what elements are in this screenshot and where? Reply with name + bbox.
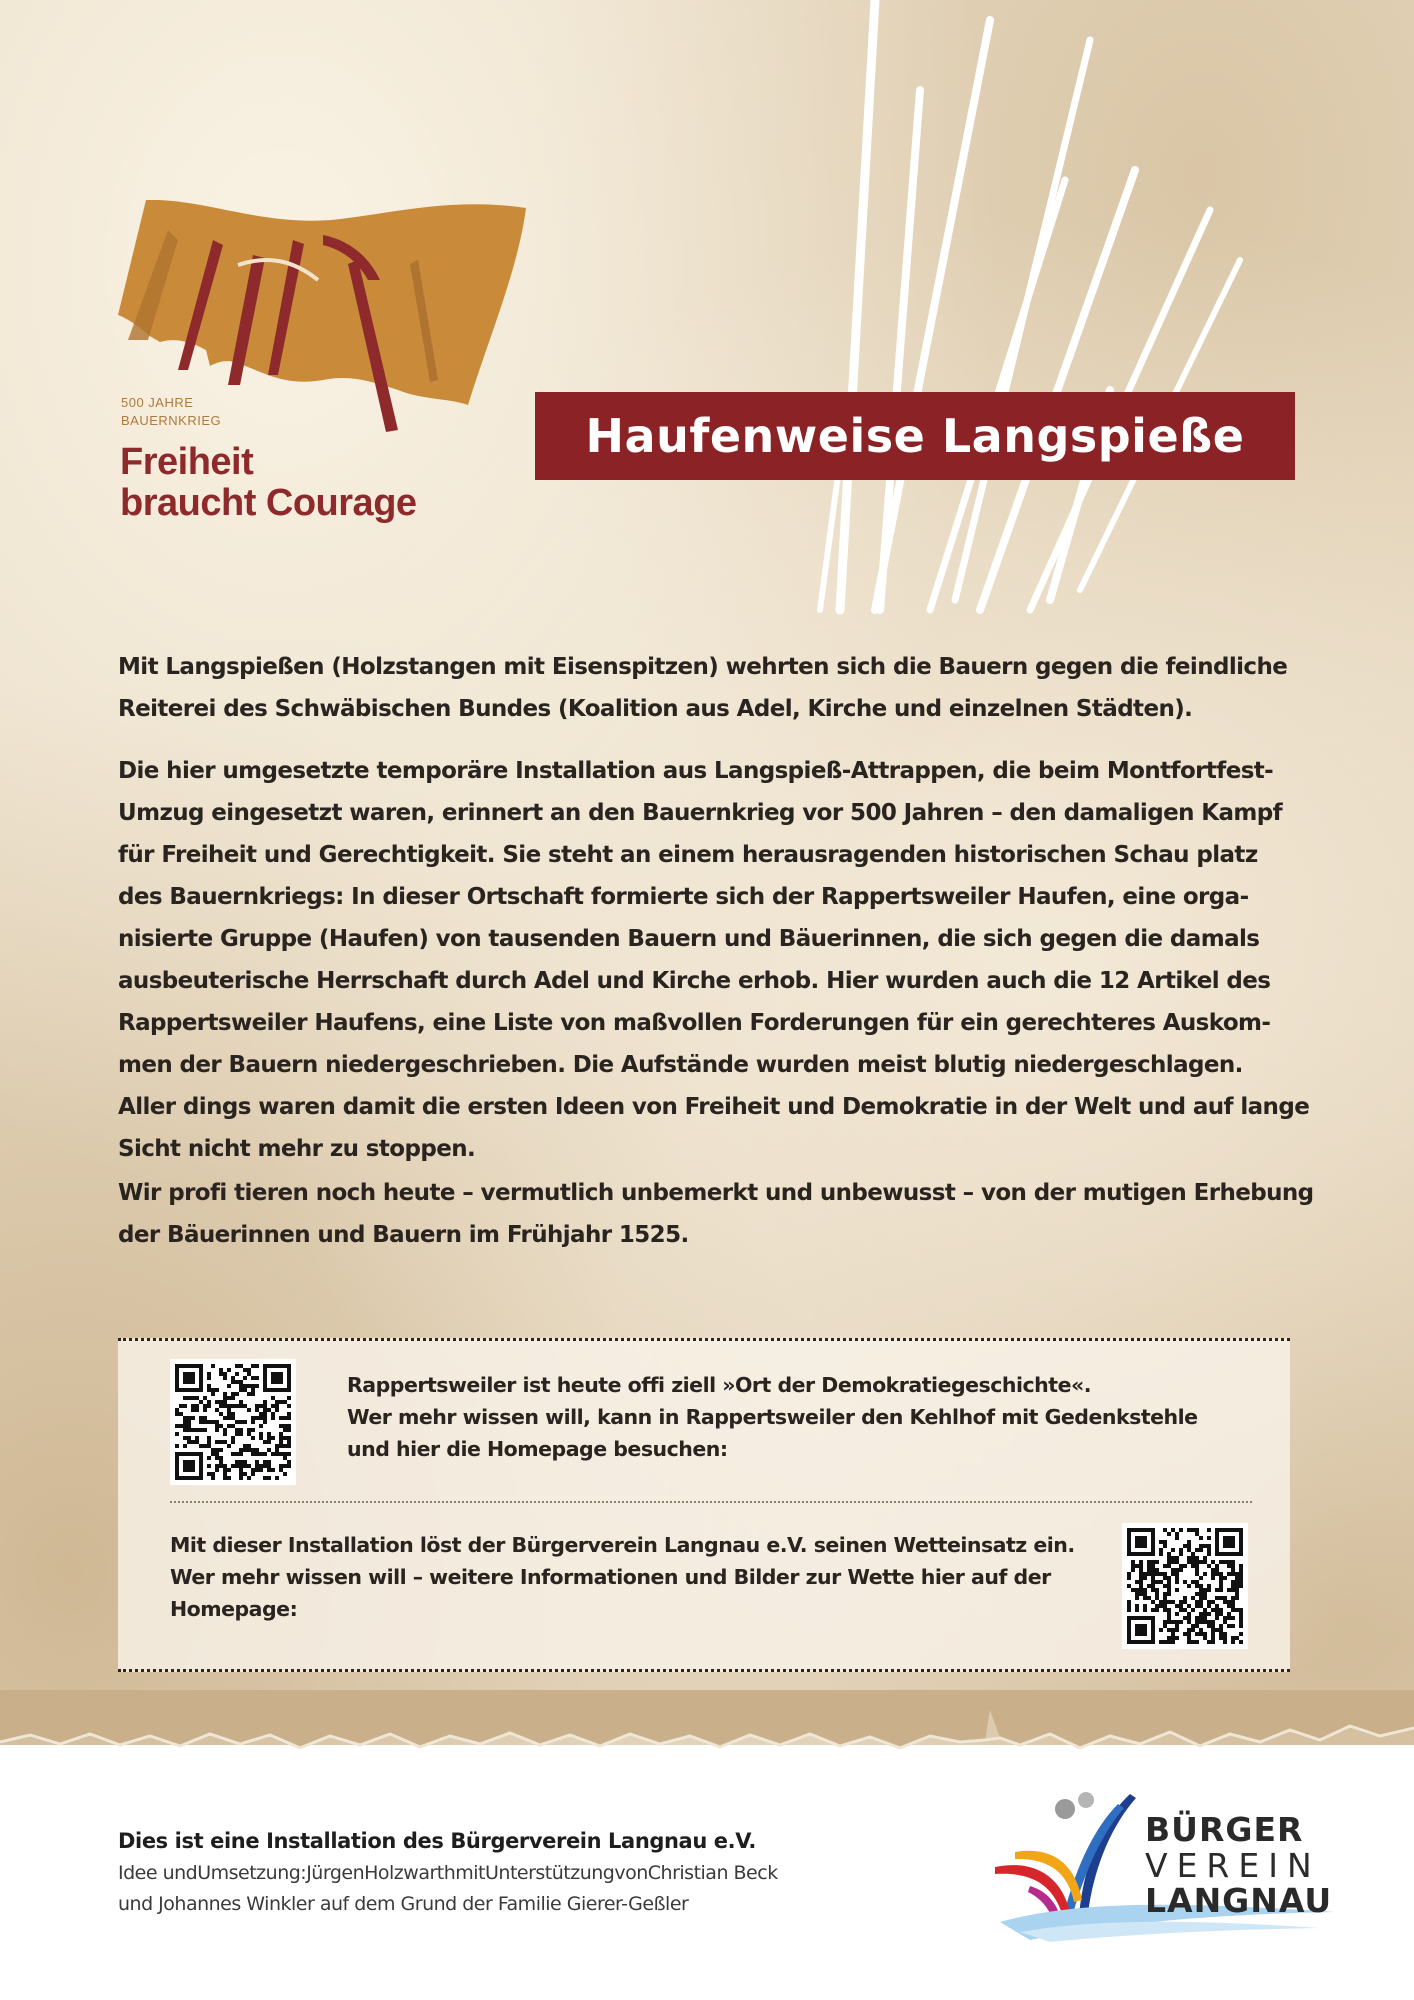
- info-line: Wer mehr wissen will, kann in Rappertsweiler den Kehlhof mit Gedenkstehle: [347, 1405, 1198, 1429]
- footer-credit-line: und Johannes Winkler auf dem Grund der Familie Gierer-Geßler: [118, 1893, 689, 1915]
- paragraph-line: der Bäuerinnen und Bauern im Frühjahr 1525.: [118, 1222, 689, 1248]
- logo-word: BÜRGER: [1145, 1810, 1304, 1849]
- paragraph-line: Wir profi tieren noch heute – vermutlich unbemerkt und unbewusst – von der mutigen Erhebung: [118, 1180, 1314, 1206]
- buergerverein-langnau-logo: [990, 1782, 1340, 1942]
- title-banner: [535, 392, 1295, 480]
- qr-code-graphic: [175, 1364, 291, 1480]
- qr-code-graphic: [1127, 1528, 1243, 1644]
- paragraph-line: Umzug eingesetzt waren, erinnert an den Bauernkrieg vor 500 Jahren – den damaligen Kampf: [118, 800, 1283, 826]
- torn-paper-edge: [0, 1690, 1414, 1780]
- closing-paragraph: [118, 1172, 1348, 1256]
- history-paragraph: [118, 750, 1348, 1170]
- page-title: Haufenweise Langspieße: [585, 409, 1245, 463]
- qr-code-icon[interactable]: [170, 1359, 296, 1485]
- democracy-info-text: [347, 1369, 1198, 1465]
- info-line: Rappertsweiler ist heute offi ziell »Ort der Demokratiegeschichte«.: [347, 1373, 1092, 1397]
- paragraph-line: Sicht nicht mehr zu stoppen.: [118, 1136, 476, 1162]
- paragraph-line: Aller dings waren damit die ersten Ideen von Freiheit und Demokratie in der Welt und auf lange: [118, 1094, 1310, 1120]
- logo-big-line2: braucht Courage: [120, 482, 417, 524]
- info-line: und hier die Homepage besuchen:: [347, 1437, 728, 1461]
- spear-illustration: [780, 0, 1280, 620]
- freiheit-braucht-courage-logo: [118, 200, 538, 540]
- logo-small-line2: BAUERNKRIEG: [121, 413, 222, 428]
- paragraph-line: Reiterei des Schwäbischen Bundes (Koalition aus Adel, Kirche und einzelnen Städten).: [118, 696, 1193, 722]
- paragraph-line: für Freiheit und Gerechtigkeit. Sie steht an einem herausragenden historischen Schau platz: [118, 842, 1258, 868]
- qr-code-icon[interactable]: [1122, 1523, 1248, 1649]
- paragraph-line: des Bauernkriegs: In dieser Ortschaft formierte sich der Rappertsweiler Haufen, eine orga-: [118, 884, 1249, 910]
- paragraph-line: nisierte Gruppe (Haufen) von tausenden Bauern und Bäuerinnen, die sich gegen die damals: [118, 926, 1260, 952]
- dotted-divider: [170, 1501, 1252, 1503]
- logo-word: LANGNAU: [1145, 1881, 1333, 1920]
- info-line: Homepage:: [170, 1597, 298, 1621]
- paragraph-line: Die hier umgesetzte temporäre Installation aus Langspieß-Attrappen, die beim Montfortfest-: [118, 758, 1274, 784]
- footer-credit-line: Idee undUmsetzung:JürgenHolzwarthmitUnterstützungvonChristian Beck: [118, 1862, 778, 1884]
- info-line: Mit dieser Installation löst der Bürgerverein Langnau e.V. seinen Wetteinsatz ein.: [170, 1533, 1075, 1557]
- footer-credit-title: Dies ist eine Installation des Bürgerverein Langnau e.V.: [118, 1829, 756, 1853]
- wette-info-text: [170, 1529, 1075, 1625]
- logo-big-line1: Freiheit: [120, 441, 254, 483]
- paragraph-line: Rappertsweiler Haufens, eine Liste von maßvollen Forderungen für ein gerechteres Auskom-: [118, 1010, 1271, 1036]
- info-box: [118, 1338, 1290, 1672]
- info-line: Wer mehr wissen will – weitere Informationen und Bilder zur Wette hier auf der: [170, 1565, 1051, 1589]
- paragraph-line: Mit Langspießen (Holzstangen mit Eisenspitzen) wehrten sich die Bauern gegen die feindliche: [118, 654, 1288, 680]
- intro-paragraph: [118, 646, 1348, 730]
- paragraph-line: men der Bauern niedergeschrieben. Die Aufstände wurden meist blutig niedergeschlagen.: [118, 1052, 1243, 1078]
- logo-word: VEREIN: [1145, 1846, 1321, 1885]
- logo-small-line1: 500 JAHRE: [121, 395, 194, 410]
- paragraph-line: ausbeuterische Herrschaft durch Adel und Kirche erhob. Hier wurden auch die 12 Artikel des: [118, 968, 1271, 994]
